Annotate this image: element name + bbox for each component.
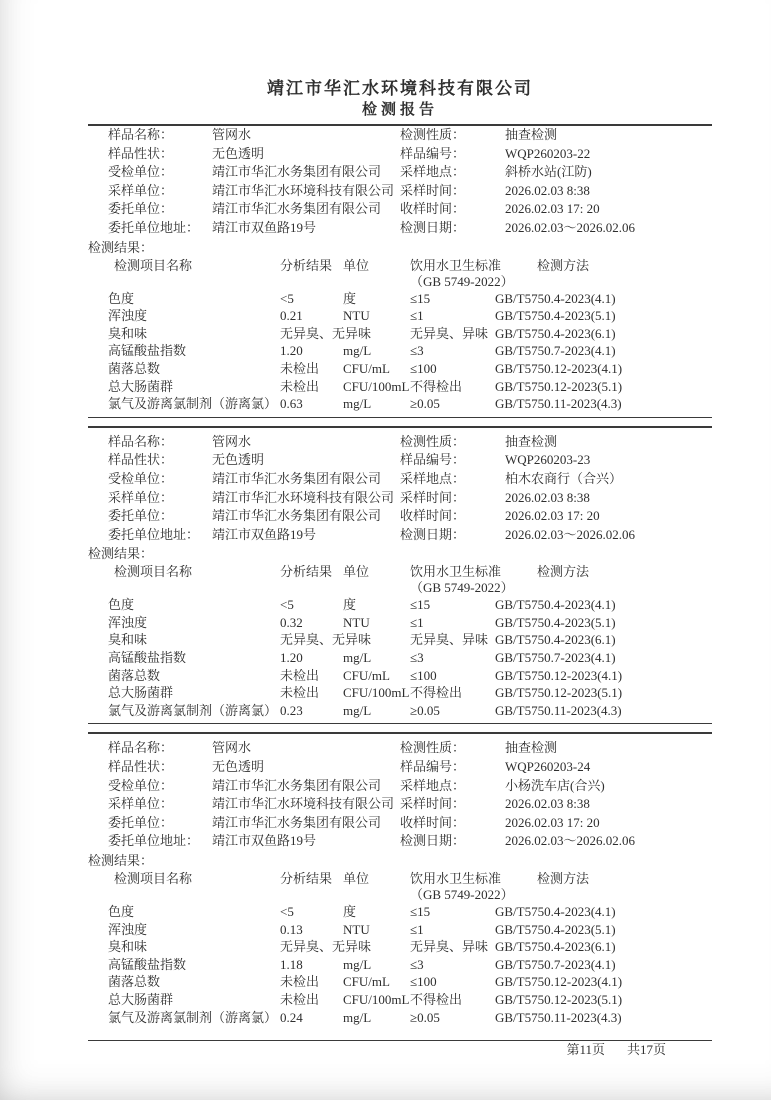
report-section-2 [88, 433, 712, 735]
result-row [88, 290, 712, 308]
result-standard: 无异臭、异味 [410, 939, 489, 955]
result-unit [343, 938, 410, 956]
sampling-unit-label: 采样单位： [108, 182, 174, 198]
result-analysis-value: 无异臭、无异味 [280, 632, 372, 648]
report-section-1 [88, 126, 712, 428]
sampling-time-value: 2026.02.03 8:38 [505, 182, 590, 198]
client-address-label: 委托单位地址： [108, 526, 200, 542]
info-row [88, 489, 712, 508]
result-analysis-value: 0.21 [280, 308, 303, 324]
result-standard: ≤3 [410, 343, 424, 359]
result-analysis-value: 0.63 [280, 396, 303, 412]
result-method: GB/T5750.4-2023(4.1) [495, 290, 616, 306]
sampling-unit-value: 靖江市华汇水环境科技有限公司 [212, 796, 395, 812]
sample-name-label: 样品名称： [108, 127, 174, 142]
result-row [88, 596, 712, 614]
receiving-time-value: 2026.02.03 17: 20 [505, 814, 600, 830]
result-row [88, 307, 712, 325]
sample-no-label: 样品编号： [400, 145, 466, 161]
result-method: GB/T5750.4-2023(6.1) [495, 325, 616, 341]
col-method-header: 检测方法 [537, 257, 590, 273]
result-unit: mg/L [343, 396, 372, 412]
col-result-header: 分析结果 [280, 257, 333, 273]
col-standard-subheader: （GB 5749-2022） [410, 887, 514, 902]
result-item-name: 浑浊度 [108, 614, 148, 630]
result-row [88, 649, 712, 667]
sampling-location-label: 采样地点： [400, 164, 466, 180]
result-standard: 不得检出 [410, 685, 463, 701]
result-analysis-value: 未检出 [280, 685, 320, 701]
col-standard-header: 饮用水卫生标准 [410, 871, 502, 886]
result-unit: CFU/100mL [343, 685, 410, 701]
result-standard: 无异臭、异味 [410, 325, 489, 341]
result-unit: mg/L [343, 956, 372, 972]
sample-name-value: 管网水 [212, 127, 252, 142]
result-row [88, 378, 712, 396]
page-number-total: 共17页 [626, 1042, 666, 1057]
section-divider-thin [88, 417, 712, 418]
receiving-time-label: 收样时间： [400, 508, 466, 524]
sampling-location-value: 柏木农商行（合兴） [505, 470, 623, 486]
sample-state-label: 样品性状： [108, 452, 174, 468]
section-divider-thick [88, 732, 712, 734]
result-standard: ≤1 [410, 921, 424, 937]
result-item-name: 菌落总数 [108, 974, 161, 990]
col-method-header: 检测方法 [537, 871, 590, 886]
sample-state-label: 样品性状： [108, 145, 174, 161]
inspected-unit-label: 受检单位： [108, 164, 174, 180]
test-date-value: 2026.02.03～2026.02.06 [505, 833, 636, 849]
page-footer [88, 1040, 712, 1059]
test-nature-value: 抽查检测 [505, 127, 558, 142]
result-item-name: 总大肠菌群 [108, 378, 174, 394]
results-heading: 检测结果： [88, 853, 154, 868]
col-unit-header: 单位 [343, 257, 370, 273]
result-standard: ≤3 [410, 650, 424, 666]
inspected-unit-value: 靖江市华汇水务集团有限公司 [212, 470, 382, 486]
result-unit: CFU/100mL [343, 991, 410, 1007]
result-method: GB/T5750.12-2023(5.1) [495, 378, 623, 394]
sample-name-value: 管网水 [212, 740, 252, 756]
result-analysis-value: 未检出 [280, 667, 320, 683]
sample-state-value: 无色透明 [212, 145, 265, 161]
report-section-3 [88, 739, 712, 1026]
info-row [88, 433, 712, 452]
result-method: GB/T5750.4-2023(6.1) [495, 632, 616, 648]
result-item-name: 色度 [108, 597, 135, 613]
result-item-name: 臭和味 [108, 325, 148, 341]
result-method: GB/T5750.12-2023(5.1) [495, 991, 623, 1007]
inspected-unit-label: 受检单位： [108, 777, 174, 793]
receiving-time-label: 收样时间： [400, 201, 466, 217]
client-unit-value: 靖江市华汇水务集团有限公司 [212, 814, 382, 830]
result-standard: ≥0.05 [410, 396, 440, 412]
result-standard: ≤15 [410, 290, 431, 306]
result-item-name: 氯气及游离氯制剂（游离氯） [108, 702, 278, 718]
result-method: GB/T5750.12-2023(5.1) [495, 685, 623, 701]
sample-name-label: 样品名称： [108, 433, 174, 449]
receiving-time-value: 2026.02.03 17: 20 [505, 508, 600, 524]
inspected-unit-value: 靖江市华汇水务集团有限公司 [212, 777, 382, 793]
result-unit: mg/L [343, 343, 372, 359]
client-unit-label: 委托单位： [108, 508, 174, 524]
report-title: 检测报告 [361, 102, 438, 118]
result-method: GB/T5750.12-2023(4.1) [495, 974, 623, 990]
result-row [88, 684, 712, 702]
info-row [88, 832, 712, 851]
result-unit: CFU/mL [343, 360, 390, 376]
result-analysis-value: <5 [280, 597, 294, 613]
result-item-name: 臭和味 [108, 632, 148, 648]
result-analysis-value: 未检出 [280, 974, 320, 990]
result-row [88, 938, 712, 956]
result-method: GB/T5750.4-2023(4.1) [495, 904, 616, 919]
result-analysis-value: 未检出 [280, 360, 320, 376]
sampling-time-value: 2026.02.03 8:38 [505, 796, 590, 812]
result-unit: NTU [343, 614, 370, 630]
info-row [88, 145, 712, 164]
result-analysis-value: 无异臭、无异味 [280, 325, 372, 341]
sample-no-label: 样品编号： [400, 759, 466, 775]
result-item-name: 菌落总数 [108, 667, 161, 683]
result-method: GB/T5750.11-2023(4.3) [495, 1009, 622, 1025]
sample-state-value: 无色透明 [212, 452, 265, 468]
result-unit: 度 [343, 904, 357, 919]
results-header-subrow [88, 580, 712, 596]
receiving-time-label: 收样时间： [400, 814, 466, 830]
client-address-value: 靖江市双鱼路19号 [212, 833, 317, 849]
inspected-unit-value: 靖江市华汇水务集团有限公司 [212, 164, 382, 180]
result-method: GB/T5750.11-2023(4.3) [495, 702, 622, 718]
result-standard: ≤3 [410, 956, 424, 972]
col-method-header: 检测方法 [537, 564, 590, 580]
info-row [88, 470, 712, 489]
result-row [88, 956, 712, 974]
result-standard: ≥0.05 [410, 702, 440, 718]
results-heading: 检测结果： [88, 239, 154, 255]
info-row [88, 200, 712, 219]
result-standard: 不得检出 [410, 991, 463, 1007]
result-unit: 度 [343, 597, 357, 613]
sample-name-value: 管网水 [212, 433, 252, 449]
test-nature-label: 检测性质： [400, 433, 466, 449]
result-item-name: 总大肠菌群 [108, 685, 174, 701]
result-item-name: 氯气及游离氯制剂（游离氯） [108, 396, 278, 412]
result-item-name: 色度 [108, 290, 135, 306]
info-row [88, 777, 712, 796]
result-row [88, 342, 712, 360]
results-header-subrow [88, 887, 712, 903]
sample-name-label: 样品名称： [108, 740, 174, 756]
result-row [88, 360, 712, 378]
result-row [88, 991, 712, 1009]
result-row [88, 395, 712, 413]
company-name: 靖江市华汇水环境科技有限公司 [267, 79, 533, 98]
result-analysis-value: 1.20 [280, 343, 303, 359]
result-unit: NTU [343, 308, 370, 324]
test-nature-label: 检测性质： [400, 127, 466, 142]
report-content [88, 0, 712, 1026]
result-analysis-value: 未检出 [280, 991, 320, 1007]
col-unit-header: 单位 [343, 564, 370, 580]
client-unit-label: 委托单位： [108, 201, 174, 217]
result-standard: 不得检出 [410, 378, 463, 394]
sampling-location-value: 小杨洗车店(合兴) [505, 777, 605, 793]
sampling-unit-label: 采样单位： [108, 489, 174, 505]
info-row [88, 795, 712, 814]
result-row [88, 921, 712, 939]
result-analysis-value: 未检出 [280, 378, 320, 394]
result-analysis-value: 0.32 [280, 614, 303, 630]
result-item-name: 菌落总数 [108, 360, 161, 376]
client-unit-value: 靖江市华汇水务集团有限公司 [212, 508, 382, 524]
result-standard: ≤15 [410, 904, 431, 919]
test-date-label: 检测日期： [400, 219, 466, 235]
test-date-value: 2026.02.03～2026.02.06 [505, 219, 636, 235]
sampling-time-label: 采样时间： [400, 182, 466, 198]
result-standard: ≤100 [410, 667, 437, 683]
result-analysis-value: 1.18 [280, 956, 303, 972]
result-item-name: 总大肠菌群 [108, 991, 174, 1007]
result-method: GB/T5750.4-2023(4.1) [495, 597, 616, 613]
test-nature-value: 抽查检测 [505, 433, 558, 449]
result-item-name: 色度 [108, 904, 135, 919]
results-header-subrow [88, 274, 712, 290]
result-method: GB/T5750.4-2023(5.1) [495, 308, 616, 324]
client-address-label: 委托单位地址： [108, 219, 200, 235]
result-standard: ≤1 [410, 614, 424, 630]
col-unit-header: 单位 [343, 871, 370, 886]
result-standard: 无异臭、异味 [410, 632, 489, 648]
result-row [88, 667, 712, 685]
result-item-name: 高锰酸盐指数 [108, 956, 187, 972]
sampling-unit-value: 靖江市华汇水环境科技有限公司 [212, 489, 395, 505]
sampling-location-value: 斜桥水站(江防) [505, 164, 592, 180]
results-heading: 检测结果： [88, 546, 154, 562]
result-unit [343, 631, 410, 649]
result-standard: ≤15 [410, 597, 431, 613]
result-unit: mg/L [343, 1009, 372, 1025]
col-item-header: 检测项目名称 [114, 564, 193, 580]
sampling-time-value: 2026.02.03 8:38 [505, 489, 590, 505]
result-row [88, 973, 712, 991]
sample-state-value: 无色透明 [212, 759, 265, 775]
col-standard-subheader: （GB 5749-2022） [410, 580, 514, 596]
test-date-value: 2026.02.03～2026.02.06 [505, 526, 636, 542]
page-number [88, 1041, 712, 1059]
result-unit: CFU/mL [343, 974, 390, 990]
info-row [88, 182, 712, 201]
result-row [88, 325, 712, 343]
sampling-unit-label: 采样单位： [108, 796, 174, 812]
info-row [88, 739, 712, 758]
section-divider-thin [88, 723, 712, 724]
client-unit-value: 靖江市华汇水务集团有限公司 [212, 201, 382, 217]
result-standard: ≤1 [410, 308, 424, 324]
result-method: GB/T5750.4-2023(6.1) [495, 939, 616, 955]
sampling-location-label: 采样地点： [400, 470, 466, 486]
inspected-unit-label: 受检单位： [108, 470, 174, 486]
sampling-time-label: 采样时间： [400, 796, 466, 812]
client-address-value: 靖江市双鱼路19号 [212, 526, 317, 542]
result-unit: 度 [343, 290, 357, 306]
result-method: GB/T5750.12-2023(4.1) [495, 667, 623, 683]
info-row [88, 163, 712, 182]
col-standard-header: 饮用水卫生标准 [410, 564, 502, 580]
result-item-name: 高锰酸盐指数 [108, 650, 187, 666]
result-method: GB/T5750.7-2023(4.1) [495, 956, 616, 972]
col-standard-subheader: （GB 5749-2022） [410, 273, 514, 289]
sample-no-value: WQP260203-24 [505, 759, 591, 775]
result-row [88, 631, 712, 649]
client-address-label: 委托单位地址： [108, 833, 200, 849]
result-standard: ≥0.05 [410, 1009, 440, 1025]
sample-state-label: 样品性状： [108, 759, 174, 775]
client-address-value: 靖江市双鱼路19号 [212, 219, 317, 235]
sample-no-label: 样品编号： [400, 452, 466, 468]
result-method: GB/T5750.7-2023(4.1) [495, 343, 616, 359]
results-header-row [88, 257, 712, 274]
sample-no-value: WQP260203-22 [505, 145, 591, 161]
result-analysis-value: <5 [280, 904, 294, 919]
result-standard: ≤100 [410, 360, 437, 376]
result-standard: ≤100 [410, 974, 437, 990]
result-analysis-value: 无异臭、无异味 [280, 939, 372, 955]
result-row [88, 1009, 712, 1027]
results-header-row [88, 870, 712, 887]
result-method: GB/T5750.4-2023(5.1) [495, 921, 616, 937]
result-analysis-value: 0.23 [280, 702, 303, 718]
test-nature-value: 抽查检测 [505, 740, 558, 756]
result-analysis-value: 0.13 [280, 921, 303, 937]
result-unit: mg/L [343, 702, 372, 718]
test-nature-label: 检测性质： [400, 740, 466, 756]
col-item-header: 检测项目名称 [114, 257, 193, 273]
info-row [88, 219, 712, 238]
results-header-row [88, 563, 712, 580]
result-method: GB/T5750.7-2023(4.1) [495, 650, 616, 666]
result-row [88, 903, 712, 921]
result-item-name: 浑浊度 [108, 308, 148, 324]
result-item-name: 高锰酸盐指数 [108, 343, 187, 359]
result-unit: CFU/100mL [343, 378, 410, 394]
col-standard-header: 饮用水卫生标准 [410, 257, 502, 273]
info-row [88, 451, 712, 470]
section-divider-thick [88, 426, 712, 428]
result-analysis-value: 0.24 [280, 1009, 303, 1025]
test-date-label: 检测日期： [400, 526, 466, 542]
col-item-header: 检测项目名称 [114, 871, 193, 886]
result-item-name: 浑浊度 [108, 921, 148, 937]
test-date-label: 检测日期： [400, 833, 466, 849]
info-row [88, 814, 712, 833]
sampling-time-label: 采样时间： [400, 489, 466, 505]
result-row [88, 614, 712, 632]
col-result-header: 分析结果 [280, 871, 333, 886]
client-unit-label: 委托单位： [108, 814, 174, 830]
info-row [88, 507, 712, 526]
result-item-name: 臭和味 [108, 939, 148, 955]
info-row [88, 758, 712, 777]
result-method: GB/T5750.11-2023(4.3) [495, 396, 622, 412]
sample-no-value: WQP260203-23 [505, 452, 591, 468]
result-analysis-value: 1.20 [280, 650, 303, 666]
sampling-location-label: 采样地点： [400, 777, 466, 793]
result-unit: CFU/mL [343, 667, 390, 683]
result-item-name: 氯气及游离氯制剂（游离氯） [108, 1009, 278, 1025]
result-method: GB/T5750.4-2023(5.1) [495, 614, 616, 630]
result-analysis-value: <5 [280, 290, 294, 306]
result-unit: NTU [343, 921, 370, 937]
result-method: GB/T5750.12-2023(4.1) [495, 360, 623, 376]
receiving-time-value: 2026.02.03 17: 20 [505, 201, 600, 217]
result-unit [343, 325, 410, 343]
info-row [88, 526, 712, 545]
page-number-current: 第11页 [566, 1042, 605, 1057]
result-unit: mg/L [343, 650, 372, 666]
result-row [88, 702, 712, 720]
col-result-header: 分析结果 [280, 564, 333, 580]
sampling-unit-value: 靖江市华汇水环境科技有限公司 [212, 182, 395, 198]
info-row [88, 126, 712, 145]
